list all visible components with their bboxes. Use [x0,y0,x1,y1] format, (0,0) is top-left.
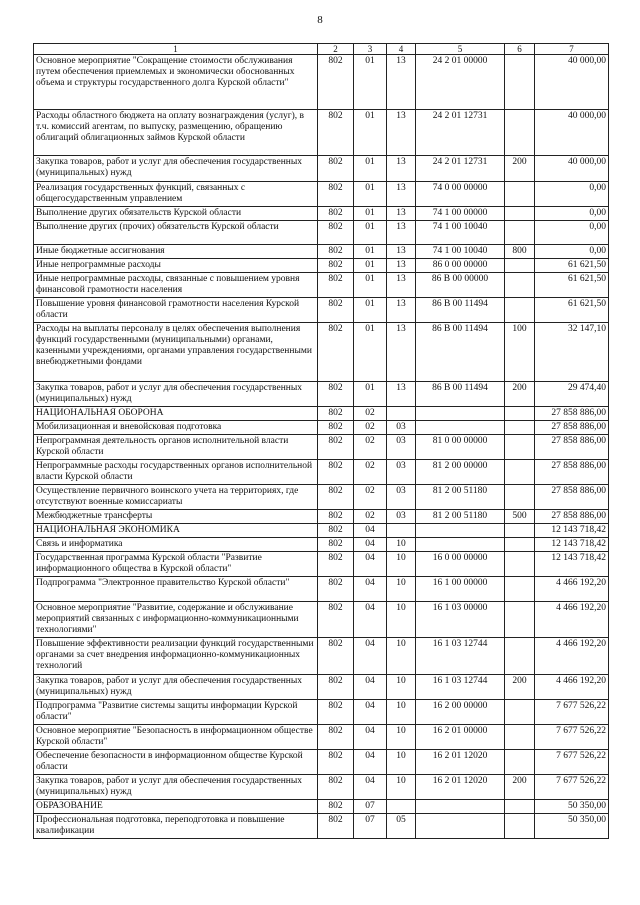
row-grbs-cell: 802 [318,421,354,435]
row-grbs-cell: 802 [318,156,354,182]
budget-table [33,43,609,839]
row-grbs-cell: 802 [318,800,354,814]
row-grbs-cell: 802 [318,538,354,552]
row-target-article-cell: 16 0 00 00000 [416,552,505,577]
row-name-cell: Межбюджетные трансферты [34,510,318,524]
row-expense-type-cell [505,407,535,421]
row-subsection-cell [387,407,416,421]
row-section-cell: 01 [354,298,387,323]
row-section-cell: 02 [354,510,387,524]
table-row [34,700,609,725]
row-grbs-cell: 802 [318,700,354,725]
row-grbs-cell: 802 [318,577,354,602]
row-target-article-cell: 74 1 00 10040 [416,245,505,259]
row-expense-type-cell [505,814,535,839]
row-expense-type-cell [505,638,535,675]
row-target-article-cell: 81 0 00 00000 [416,435,505,460]
table-row [34,460,609,485]
row-amount-cell: 50 350,00 [535,814,609,839]
row-target-article-cell: 81 2 00 00000 [416,460,505,485]
row-name-cell: НАЦИОНАЛЬНАЯ ОБОРОНА [34,407,318,421]
row-amount-cell: 27 858 886,00 [535,460,609,485]
row-name-cell: Иные бюджетные ассигнования [34,245,318,259]
row-amount-cell: 61 621,50 [535,273,609,298]
row-expense-type-cell: 500 [505,510,535,524]
table-row [34,638,609,675]
row-expense-type-cell [505,273,535,298]
column-header: 7 [535,44,609,55]
row-expense-type-cell [505,259,535,273]
row-grbs-cell: 802 [318,259,354,273]
row-section-cell: 07 [354,814,387,839]
row-target-article-cell: 74 0 00 00000 [416,182,505,207]
row-expense-type-cell [505,460,535,485]
row-grbs-cell: 802 [318,460,354,485]
row-amount-cell: 0,00 [535,221,609,245]
table-row [34,435,609,460]
row-name-cell: Иные непрограммные расходы [34,259,318,273]
row-name-cell: Непрограммные расходы государственных органов исполнительной власти Курской области [34,460,318,485]
table-row [34,182,609,207]
row-name-cell: НАЦИОНАЛЬНАЯ ЭКОНОМИКА [34,524,318,538]
table-header-row [34,44,609,55]
row-expense-type-cell: 100 [505,323,535,382]
row-grbs-cell: 802 [318,750,354,775]
row-name-cell: Расходы областного бюджета на оплату вознаграждения (услуг), в т.ч. комиссий агентам, по выпуску, размещению, обращению облигаций облигационных займов Курской области [34,110,318,156]
row-grbs-cell: 802 [318,323,354,382]
row-subsection-cell: 10 [387,750,416,775]
row-name-cell: Закупка товаров, работ и услуг для обеспечения государственных (муниципальных) нужд [34,675,318,700]
row-subsection-cell: 03 [387,421,416,435]
row-target-article-cell: 86 0 00 00000 [416,259,505,273]
table-body [34,55,609,839]
row-grbs-cell: 802 [318,245,354,259]
row-subsection-cell: 13 [387,110,416,156]
row-name-cell: Подпрограмма "Электронное правительство Курской области" [34,577,318,602]
row-name-cell: Государственная программа Курской области "Развитие информационного общества в Курской области" [34,552,318,577]
row-expense-type-cell [505,725,535,750]
row-subsection-cell: 10 [387,675,416,700]
row-subsection-cell: 03 [387,510,416,524]
row-amount-cell: 7 677 526,22 [535,775,609,800]
row-section-cell: 01 [354,221,387,245]
row-target-article-cell: 81 2 00 51180 [416,485,505,510]
row-subsection-cell: 10 [387,602,416,638]
row-section-cell: 01 [354,182,387,207]
row-name-cell: Закупка товаров, работ и услуг для обеспечения государственных (муниципальных) нужд [34,382,318,407]
row-section-cell: 04 [354,700,387,725]
row-subsection-cell: 13 [387,273,416,298]
row-amount-cell: 12 143 718,42 [535,538,609,552]
row-subsection-cell: 13 [387,55,416,110]
row-name-cell: Основное мероприятие "Безопасность в информационном обществе Курской области" [34,725,318,750]
row-target-article-cell: 86 В 00 00000 [416,273,505,298]
row-target-article-cell: 86 В 00 11494 [416,382,505,407]
table-row [34,298,609,323]
row-name-cell: Непрограммная деятельность органов исполнительной власти Курской области [34,435,318,460]
row-subsection-cell: 10 [387,700,416,725]
row-grbs-cell: 802 [318,675,354,700]
table-row [34,259,609,273]
row-name-cell: Выполнение других обязательств Курской области [34,207,318,221]
table-row [34,577,609,602]
row-target-article-cell: 16 1 00 00000 [416,577,505,602]
row-name-cell: Выполнение других (прочих) обязательств Курской области [34,221,318,245]
row-amount-cell: 7 677 526,22 [535,750,609,775]
row-grbs-cell: 802 [318,407,354,421]
table-row [34,323,609,382]
table-row [34,725,609,750]
row-target-article-cell: 16 2 01 00000 [416,725,505,750]
row-target-article-cell: 16 2 01 12020 [416,750,505,775]
row-subsection-cell: 10 [387,538,416,552]
row-target-article-cell [416,421,505,435]
row-name-cell: Повышение уровня финансовой грамотности населения Курской области [34,298,318,323]
row-target-article-cell: 86 В 00 11494 [416,323,505,382]
row-amount-cell: 7 677 526,22 [535,725,609,750]
row-expense-type-cell [505,207,535,221]
row-section-cell: 01 [354,245,387,259]
row-grbs-cell: 802 [318,485,354,510]
table-row [34,510,609,524]
table-row [34,538,609,552]
row-name-cell: Мобилизационная и вневойсковая подготовка [34,421,318,435]
row-target-article-cell: 16 1 03 00000 [416,602,505,638]
row-name-cell: Закупка товаров, работ и услуг для обеспечения государственных (муниципальных) нужд [34,156,318,182]
row-expense-type-cell [505,298,535,323]
row-grbs-cell: 802 [318,182,354,207]
row-expense-type-cell [505,602,535,638]
row-name-cell: Профессиональная подготовка, переподготовка и повышение квалификации [34,814,318,839]
row-section-cell: 07 [354,800,387,814]
row-amount-cell: 4 466 192,20 [535,675,609,700]
row-section-cell: 02 [354,421,387,435]
row-subsection-cell: 10 [387,577,416,602]
table-row [34,814,609,839]
row-subsection-cell: 13 [387,156,416,182]
table-row [34,55,609,110]
table-row [34,407,609,421]
row-target-article-cell: 81 2 00 51180 [416,510,505,524]
column-header: 4 [387,44,416,55]
row-subsection-cell: 13 [387,207,416,221]
row-section-cell: 01 [354,259,387,273]
row-name-cell: Обеспечение безопасности в информационном обществе Курской области [34,750,318,775]
row-subsection-cell: 10 [387,552,416,577]
row-expense-type-cell [505,182,535,207]
row-section-cell: 02 [354,407,387,421]
row-name-cell: Связь и информатика [34,538,318,552]
row-grbs-cell: 802 [318,298,354,323]
row-expense-type-cell [505,221,535,245]
row-grbs-cell: 802 [318,524,354,538]
table-row [34,421,609,435]
row-name-cell: Иные непрограммные расходы, связанные с повышением уровня финансовой грамотности населения [34,273,318,298]
row-grbs-cell: 802 [318,55,354,110]
row-name-cell: Реализация государственных функций, связанных с общегосударственным управлением [34,182,318,207]
row-section-cell: 04 [354,602,387,638]
row-target-article-cell [416,407,505,421]
row-section-cell: 01 [354,55,387,110]
table-row [34,775,609,800]
row-amount-cell: 27 858 886,00 [535,407,609,421]
row-section-cell: 04 [354,725,387,750]
column-header: 6 [505,44,535,55]
table-row [34,221,609,245]
row-name-cell: Расходы на выплаты персоналу в целях обеспечения выполнения функций государственными (муниципальными) органами, казенными учреждениями, органами управления государственными внебюджетными фондами [34,323,318,382]
row-amount-cell: 50 350,00 [535,800,609,814]
row-name-cell: ОБРАЗОВАНИЕ [34,800,318,814]
row-grbs-cell: 802 [318,552,354,577]
row-grbs-cell: 802 [318,775,354,800]
row-target-article-cell [416,800,505,814]
row-name-cell: Основное мероприятие "Сокращение стоимости обслуживания путем обеспечения приемлемых и экономически обоснованных объема и структуры государственного долга Курской области" [34,55,318,110]
row-section-cell: 01 [354,382,387,407]
table-row [34,382,609,407]
row-expense-type-cell [505,800,535,814]
row-section-cell: 02 [354,485,387,510]
row-expense-type-cell [505,552,535,577]
table-row [34,156,609,182]
table-row [34,273,609,298]
row-amount-cell: 12 143 718,42 [535,524,609,538]
row-amount-cell: 7 677 526,22 [535,700,609,725]
row-subsection-cell [387,524,416,538]
row-grbs-cell: 802 [318,221,354,245]
row-subsection-cell: 10 [387,638,416,675]
row-expense-type-cell [505,524,535,538]
row-name-cell: Осуществление первичного воинского учета на территориях, где отсутствуют военные комиссариаты [34,485,318,510]
row-expense-type-cell: 200 [505,675,535,700]
row-amount-cell: 27 858 886,00 [535,435,609,460]
row-grbs-cell: 802 [318,207,354,221]
row-expense-type-cell [505,577,535,602]
row-expense-type-cell: 200 [505,156,535,182]
row-grbs-cell: 802 [318,435,354,460]
row-section-cell: 04 [354,577,387,602]
row-target-article-cell: 24 2 01 12731 [416,156,505,182]
row-amount-cell: 4 466 192,20 [535,577,609,602]
row-grbs-cell: 802 [318,602,354,638]
row-target-article-cell [416,524,505,538]
row-subsection-cell: 10 [387,775,416,800]
row-subsection-cell: 10 [387,725,416,750]
row-grbs-cell: 802 [318,814,354,839]
row-expense-type-cell: 200 [505,775,535,800]
row-name-cell: Основное мероприятие "Развитие, содержание и обслуживание мероприятий связанных с информационно-коммуникационными технологиями" [34,602,318,638]
row-grbs-cell: 802 [318,638,354,675]
row-expense-type-cell [505,55,535,110]
column-header: 5 [416,44,505,55]
row-target-article-cell: 86 В 00 11494 [416,298,505,323]
row-amount-cell: 0,00 [535,245,609,259]
row-subsection-cell: 13 [387,323,416,382]
row-expense-type-cell [505,421,535,435]
row-target-article-cell [416,538,505,552]
table-row [34,110,609,156]
row-grbs-cell: 802 [318,382,354,407]
column-header: 2 [318,44,354,55]
row-subsection-cell: 13 [387,298,416,323]
row-subsection-cell: 03 [387,485,416,510]
page-number: 8 [317,14,323,26]
row-subsection-cell [387,800,416,814]
column-header: 1 [34,44,318,55]
row-target-article-cell: 74 1 00 10040 [416,221,505,245]
row-subsection-cell: 03 [387,460,416,485]
table-row [34,552,609,577]
table-row [34,675,609,700]
row-section-cell: 02 [354,460,387,485]
row-expense-type-cell: 200 [505,382,535,407]
row-target-article-cell: 16 2 01 12020 [416,775,505,800]
row-target-article-cell: 24 2 01 00000 [416,55,505,110]
row-subsection-cell: 03 [387,435,416,460]
row-section-cell: 01 [354,207,387,221]
row-target-article-cell: 16 2 00 00000 [416,700,505,725]
row-section-cell: 04 [354,638,387,675]
row-target-article-cell: 74 1 00 00000 [416,207,505,221]
row-amount-cell: 40 000,00 [535,110,609,156]
row-target-article-cell: 16 1 03 12744 [416,675,505,700]
row-section-cell: 01 [354,156,387,182]
row-subsection-cell: 13 [387,259,416,273]
row-amount-cell: 29 474,40 [535,382,609,407]
row-target-article-cell [416,814,505,839]
row-grbs-cell: 802 [318,110,354,156]
row-subsection-cell: 05 [387,814,416,839]
row-amount-cell: 12 143 718,42 [535,552,609,577]
row-amount-cell: 4 466 192,20 [535,638,609,675]
row-amount-cell: 61 621,50 [535,259,609,273]
row-amount-cell: 40 000,00 [535,55,609,110]
row-amount-cell: 27 858 886,00 [535,421,609,435]
row-target-article-cell: 24 2 01 12731 [416,110,505,156]
row-subsection-cell: 13 [387,221,416,245]
row-section-cell: 04 [354,538,387,552]
row-expense-type-cell: 800 [505,245,535,259]
row-expense-type-cell [505,700,535,725]
row-name-cell: Закупка товаров, работ и услуг для обеспечения государственных (муниципальных) нужд [34,775,318,800]
row-amount-cell: 32 147,10 [535,323,609,382]
row-subsection-cell: 13 [387,182,416,207]
row-target-article-cell: 16 1 03 12744 [416,638,505,675]
row-section-cell: 02 [354,435,387,460]
row-amount-cell: 4 466 192,20 [535,602,609,638]
table-row [34,602,609,638]
row-amount-cell: 61 621,50 [535,298,609,323]
row-section-cell: 04 [354,775,387,800]
row-expense-type-cell [505,110,535,156]
table-row [34,524,609,538]
row-expense-type-cell [505,538,535,552]
row-section-cell: 04 [354,524,387,538]
row-subsection-cell: 13 [387,245,416,259]
table-row [34,207,609,221]
row-amount-cell: 27 858 886,00 [535,485,609,510]
row-grbs-cell: 802 [318,510,354,524]
table-row [34,800,609,814]
row-expense-type-cell [505,485,535,510]
row-section-cell: 04 [354,675,387,700]
row-amount-cell: 0,00 [535,182,609,207]
table-row [34,485,609,510]
row-section-cell: 01 [354,273,387,298]
table-row [34,245,609,259]
row-amount-cell: 27 858 886,00 [535,510,609,524]
row-name-cell: Повышение эффективности реализации функций государственными органами за счет внедрения информационно-коммуникационных технологий [34,638,318,675]
row-amount-cell: 0,00 [535,207,609,221]
table-row [34,750,609,775]
column-header: 3 [354,44,387,55]
row-section-cell: 01 [354,323,387,382]
row-section-cell: 01 [354,110,387,156]
row-section-cell: 04 [354,750,387,775]
row-subsection-cell: 13 [387,382,416,407]
row-section-cell: 04 [354,552,387,577]
row-name-cell: Подпрограмма "Развитие системы защиты информации Курской области" [34,700,318,725]
row-expense-type-cell [505,750,535,775]
row-grbs-cell: 802 [318,273,354,298]
row-grbs-cell: 802 [318,725,354,750]
row-amount-cell: 40 000,00 [535,156,609,182]
row-expense-type-cell [505,435,535,460]
